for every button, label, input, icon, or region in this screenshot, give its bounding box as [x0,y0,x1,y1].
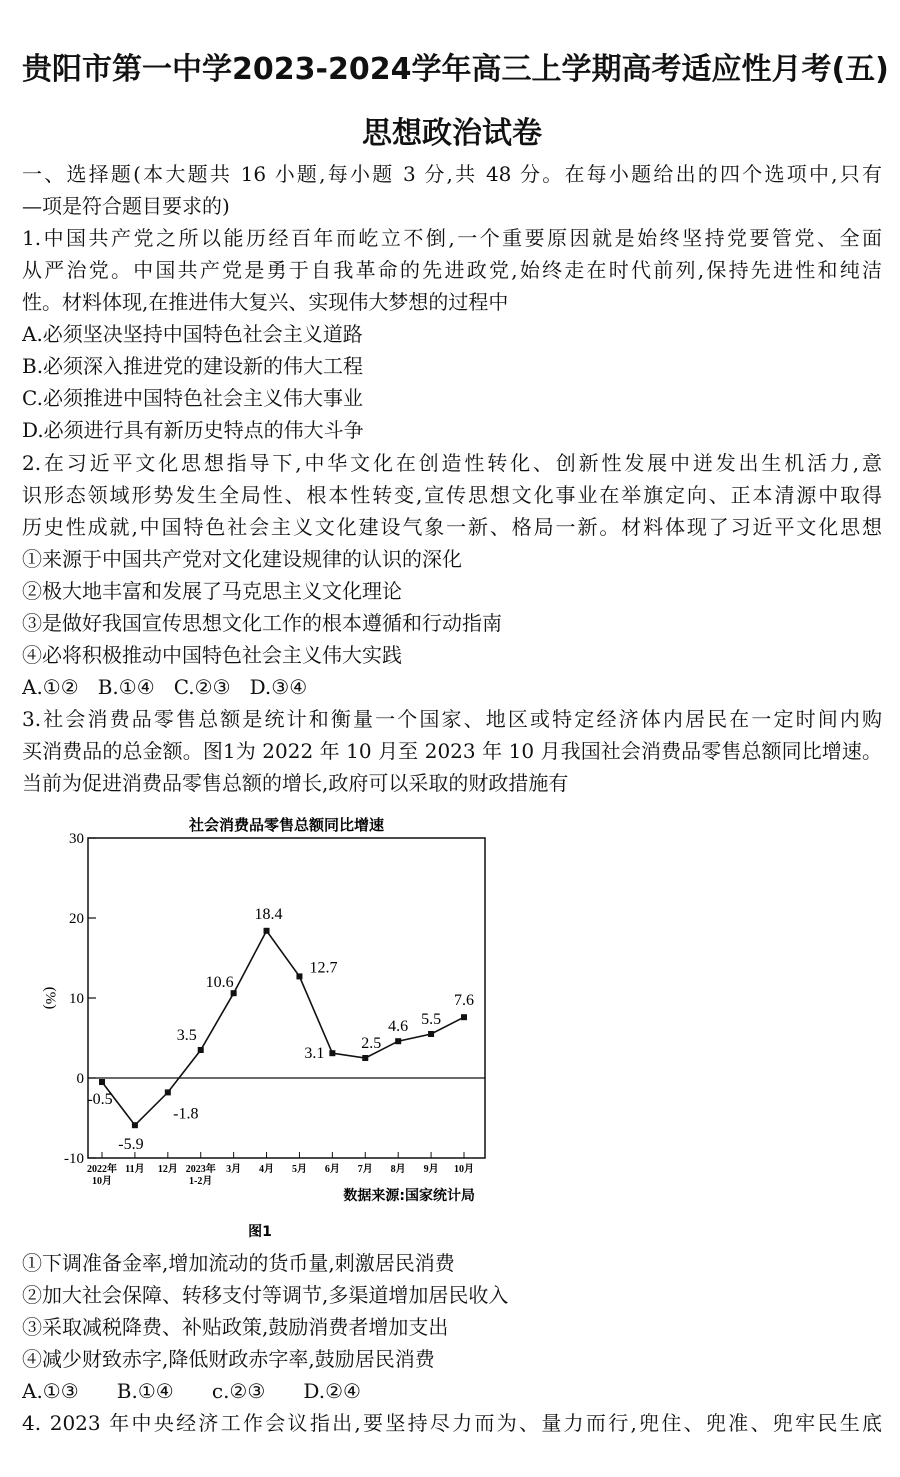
q3-item-2: ②加大社会保障、转移支付等调节,多渠道增加居民收入 [22,1283,509,1307]
data-label: 3.5 [176,1027,197,1044]
data-point [165,1089,171,1095]
q3-item-4: ④减少财致赤字,降低财政赤字率,鼓励居民消费 [22,1347,435,1371]
y-tick-label: -10 [64,1151,84,1167]
q2-item-2: ②极大地丰富和发展了马克思主义文化理论 [22,579,402,603]
figure-1 [30,810,500,1250]
q3-stem-line1: 3.社会消费品零售总额是统计和衡量一个国家、地区或特定经济体内居民在一定时间内购 [22,707,882,731]
q3-stem-line2: 买消费品的总金额。图1为 2022 年 10 月至 2023 年 10 月我国社会消费品零售总额同比增速。 [22,739,882,763]
exam-title: 贵阳市第一中学2023-2024学年高三上学期高考适应性月考(五) [22,52,889,87]
data-labels [87,906,474,1153]
chart-source: 数据来源:国家统计局 [343,1188,475,1204]
q3-choices: A.①③ B.①④ c.②③ D.②④ [22,1379,361,1403]
y-tick-label: 10 [69,991,84,1007]
data-label: -0.5 [87,1091,113,1108]
x-tick-label: 9月 [423,1164,439,1175]
section-instruction-line1: 一、选择题(本大题共 16 小题,每小题 3 分,共 48 分。在每小题给出的四个选项中,只有 [22,162,882,186]
q3-stem-line3: 当前为促进消费品零售总额的增长,政府可以采取的财政措施有 [22,771,569,795]
data-point [329,1050,335,1056]
data-label: 4.6 [388,1018,409,1036]
x-tick-label: 2023年 [185,1164,216,1175]
q1-stem-line3: 性。材料体现,在推进伟大复兴、实现伟大梦想的过程中 [22,290,509,314]
section-instruction-line2: —项是符合题目要求的) [22,194,230,218]
x-tick-label: 7月 [357,1164,373,1175]
x-tick-label: 3月 [226,1164,242,1175]
q2-item-1: ①来源于中国共产党对文化建设规律的认识的深化 [22,547,462,571]
q3-item-3: ③采取减税降费、补贴政策,鼓励消费者增加支出 [22,1315,449,1339]
y-axis-label: (%) [42,986,58,1010]
data-label: -5.9 [118,1136,144,1154]
q1-stem-line1: 1.中国共产党之所以能历经百年而屹立不倒,一个重要原因就是始终坚持党要管党、全面 [22,226,882,250]
x-tick-label: 12月 [157,1164,178,1175]
q2-item-4: ④必将积极推动中国特色社会主义伟大实践 [22,643,402,667]
y-tick-label: 0 [76,1071,84,1087]
series-line [102,931,464,1125]
q1-option-d: D.必须进行具有新历史特点的伟大斗争 [22,418,364,442]
q4-stem-line1: 4. 2023 年中央经济工作会议指出,要坚持尽力而为、量力而行,兜住、兜准、兜牢民生底 [22,1411,882,1435]
x-tick-label: 11月 [125,1164,145,1175]
x-tick-label: 10月 [92,1176,112,1187]
data-point [395,1038,401,1044]
x-tick-label: 10月 [454,1164,474,1175]
x-tick-label: 2022年 [87,1164,117,1175]
data-label: 12.7 [309,959,338,977]
y-axis-ticks [64,831,96,1167]
x-tick-label: 6月 [324,1164,340,1175]
data-point [264,928,270,934]
q1-option-a: A.必须坚决坚持中国特色社会主义道路 [22,322,363,346]
data-label: 18.4 [254,905,283,923]
data-point [296,973,302,979]
data-points [99,928,467,1128]
y-tick-label: 20 [69,911,84,927]
x-tick-label: 1-2月 [189,1176,213,1187]
data-label: 10.6 [205,974,234,992]
x-tick-label: 4月 [259,1164,275,1175]
q2-stem-line2: 识形态领域形势发生全局性、根本性转变,宣传思想文化事业在举旗定向、正本清源中取得 [22,483,882,507]
data-label: 3.1 [304,1045,325,1063]
data-label: 2.5 [361,1035,382,1052]
q1-option-c: C.必须推进中国特色社会主义伟大事业 [22,386,363,410]
data-point [99,1079,105,1085]
q2-item-3: ③是做好我国宣传思想文化工作的根本遵循和行动指南 [22,611,502,635]
data-point [362,1055,368,1061]
data-point [132,1122,138,1128]
y-tick-label: 30 [69,831,84,847]
plot-frame [88,838,485,1158]
data-point [461,1014,467,1020]
data-label: -1.8 [173,1105,199,1123]
x-tick-label: 8月 [390,1164,406,1175]
figure-caption: 图1 [248,1224,272,1240]
q1-option-b: B.必须深入推进党的建设新的伟大工程 [22,354,364,378]
data-point [198,1047,204,1053]
q2-stem-line3: 历史性成就,中国特色社会主义文化建设气象一新、格局一新。材料体现了习近平文化思想 [22,515,882,539]
data-label: 5.5 [421,1011,442,1028]
data-point [428,1031,434,1037]
q2-stem-line1: 2.在习近平文化思想指导下,中华文化在创造性转化、创新性发展中迸发出生机活力,意 [22,451,882,475]
chart-title: 社会消费品零售总额同比增速 [188,816,385,834]
x-tick-label: 5月 [291,1164,307,1175]
data-label: 7.6 [454,992,474,1010]
exam-subject: 思想政治试卷 [362,116,542,151]
q1-stem-line2: 从严治党。中国共产党是勇于自我革命的先进政党,始终走在时代前列,保持先进性和纯洁 [22,258,882,282]
q2-choices: A.①② B.①④ C.②③ D.③④ [22,675,308,699]
q3-item-1: ①下调准备金率,增加流动的货币量,刺激居民消费 [22,1251,455,1275]
retail-sales-growth-chart [30,810,500,1250]
